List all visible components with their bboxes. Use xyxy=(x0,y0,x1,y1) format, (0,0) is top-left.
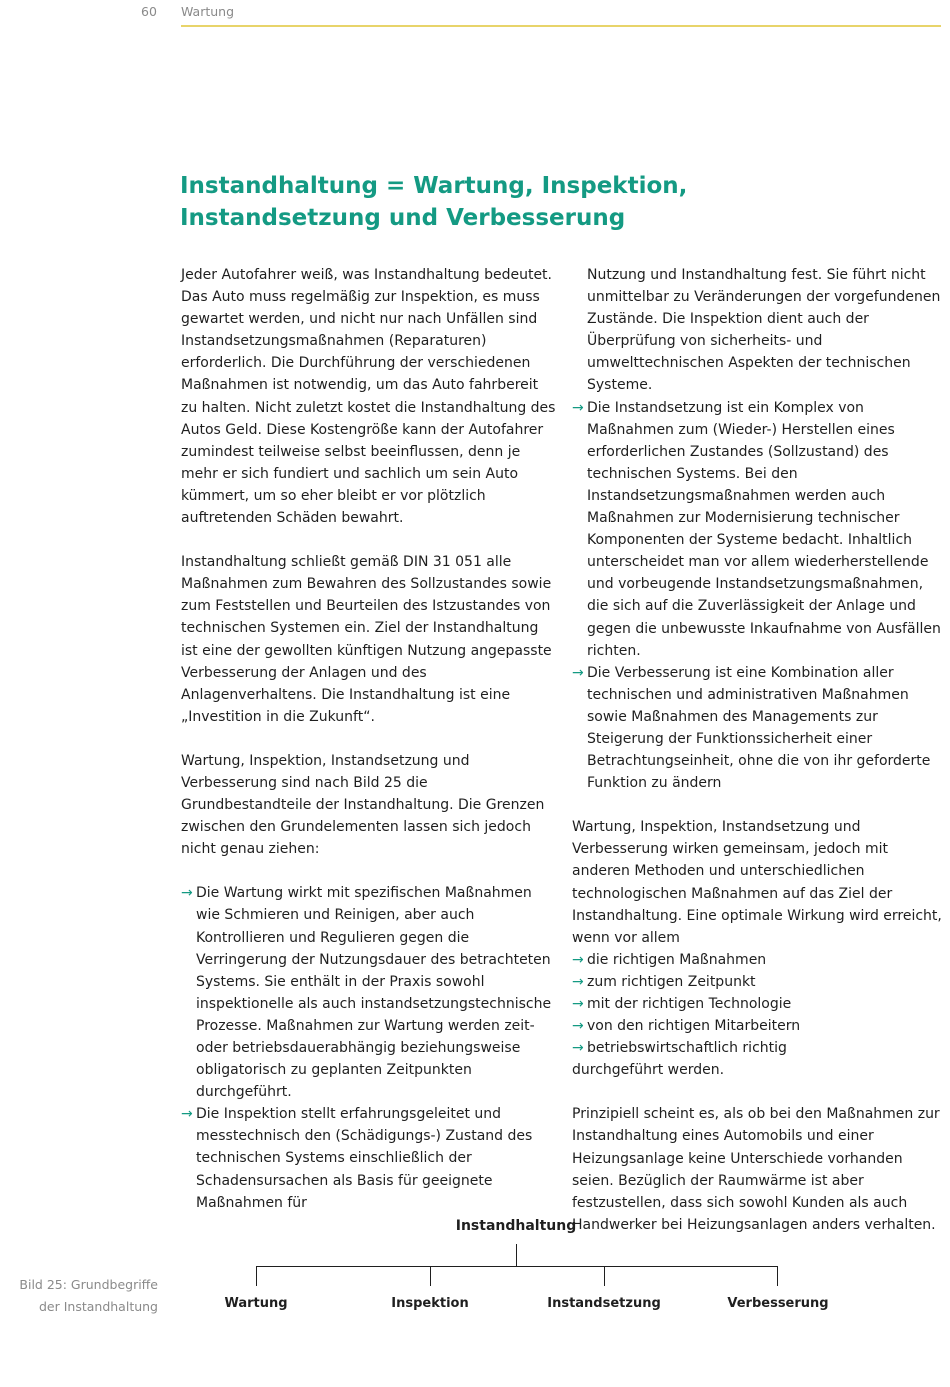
connector-root xyxy=(516,1244,517,1266)
caption-line-1: Bild 25: Grundbegriffe xyxy=(19,1277,158,1292)
arrow-right-icon: → xyxy=(572,1018,584,1035)
page-title xyxy=(180,170,800,234)
left-column xyxy=(181,264,556,1236)
node-inspektion: Inspektion xyxy=(391,1296,469,1311)
title-line-2: Instandsetzung und Verbesserung xyxy=(180,205,626,231)
node-instandhaltung: Instandhaltung xyxy=(455,1218,577,1234)
list-item-text: Die Verbesserung ist eine Kombination aller technischen und administrativen Maßnahmen sowie Maßnahmen des Managements zur Steigerung der Funktionssicherheit einer Betrachtungseinheit, ohne die von ihr geforderte Funktion zu ändern xyxy=(587,664,931,792)
paragraph-din: Instandhaltung schließt gemäß DIN 31 051 alle Maßnahmen zum Bewahren des Sollzustandes sowie zum Feststellen und Beurteilen des Istzustandes von technischen Systemen ein. Ziel der Instandhaltung ist eine der gewollten künftigen Nutzung angepasste Verbesserung der Anlagen und des Anlagenverhaltens. Die Instandhaltung ist eine „Investition in die Zukunft“. xyxy=(181,554,552,725)
page-number: 60 xyxy=(141,4,157,19)
definition-list xyxy=(181,882,556,1213)
list-item-text: Die Instandsetzung ist ein Komplex von Maßnahmen zum (Wieder-) Herstellen eines erforderlichen Zustandes (Sollzustand) des technischen Systems. Bei den Instandsetzungsmaßnahmen werden auch Maßnahmen zur Modernisierung technischer Komponenten der Systeme bedacht. Inhaltlich unterscheidet man vor allem wiederherstellende und vorbeugende Instandsetzungsmaßnahmen, die sich auf die Zuverlässigkeit der Anlage und gegen die unbewusste Inkaufnahme von Ausfällen richten. xyxy=(587,399,941,659)
arrow-right-icon: → xyxy=(572,973,584,990)
node-instandsetzung: Instandsetzung xyxy=(547,1296,661,1311)
paragraph-grundbestandteile: Wartung, Inspektion, Instandsetzung und Verbesserung sind nach Bild 25 die Grundbestandteile der Instandhaltung. Die Grenzen zwischen den Grundelementen lassen sich jedoch nicht genau ziehen: xyxy=(181,752,545,858)
paragraph-durchgefuehrt: durchgeführt werden. xyxy=(572,1062,725,1079)
list-item-instandsetzung xyxy=(572,397,944,662)
criteria-list xyxy=(572,949,944,1059)
list-item xyxy=(572,993,944,1015)
figure-caption xyxy=(10,1274,158,1318)
list-item xyxy=(572,1015,944,1037)
list-item-text: Die Inspektion stellt erfahrungsgeleitet und messtechnisch den (Schädigungs-) Zustand des technischen Systems einschließlich der Schadensursachen als Basis für geeignete Maßnahmen für xyxy=(196,1106,533,1211)
connector-wartung xyxy=(256,1266,257,1286)
arrow-right-icon: → xyxy=(572,1040,584,1057)
definition-list-continued xyxy=(572,397,944,795)
list-item-wartung xyxy=(181,882,556,1103)
paragraph-gemeinsam: Wartung, Inspektion, Instandsetzung und Verbesserung wirken gemeinsam, jedoch mit anderen Methoden und unterschiedlichen technologischen Maßnahmen auf das Ziel der Instandhaltung. Eine optimale Wirkung wird erreicht, wenn vor allem xyxy=(572,819,942,946)
connector-verbesserung xyxy=(777,1266,778,1286)
header-rule xyxy=(181,25,941,27)
arrow-right-icon: → xyxy=(181,885,193,902)
paragraph-autofahrer: Jeder Autofahrer weiß, was Instandhaltung bedeutet. Das Auto muss regelmäßig zur Inspektion, es muss gewartet werden, und nicht nur nach Unfällen sind Instandsetzungsmaßnahmen (Reparaturen) erforderlich. Die Durchführung der verschiedenen Maßnahmen ist notwendig, um das Auto fahrbereit zu halten. Nicht zuletzt kostet die Instandhaltung des Autos Geld. Diese Kostengröße kann der Autofahrer zumindest teilweise selbst beeinflussen, denn je mehr er sich fundiert und sachlich um sein Auto kümmert, um so eher bleibt er vor plötzlich auftretenden Schäden bewahrt. xyxy=(181,267,556,527)
node-wartung: Wartung xyxy=(224,1296,288,1311)
node-verbesserung: Verbesserung xyxy=(727,1296,829,1311)
arrow-right-icon: → xyxy=(572,664,584,681)
list-item xyxy=(572,971,944,993)
arrow-right-icon: → xyxy=(181,1106,193,1123)
list-item-text: mit der richtigen Technologie xyxy=(587,996,792,1012)
running-title: Wartung xyxy=(181,4,235,19)
title-line-1: Instandhaltung = Wartung, Inspektion, xyxy=(180,173,688,199)
list-item-text: Die Wartung wirkt mit spezifischen Maßnahmen wie Schmieren und Reinigen, aber auch Kontrollieren und Regulieren gegen die Verringerung der Nutzungsdauer des betrachteten Systems. Sie enthält in der Praxis sowohl inspektionelle als auch instandsetzungstechnische Prozesse. Maßnahmen zur Wartung werden zeit- oder betriebsdauerabhängig beziehungsweise obligatorisch zu geplanten Zeitpunkten durchgeführt. xyxy=(196,885,552,1101)
right-column xyxy=(572,264,944,1258)
paragraph-prinzipiell: Prinzipiell scheint es, als ob bei den Maßnahmen zur Instandhaltung eines Automobils und einer Heizungsanlage keine Unterschiede vorhanden seien. Bezüglich der Raumwärme ist aber festzustellen, dass sich sowohl Kunden als auch Handwerker bei Heizungsanlagen anders verhalten. xyxy=(572,1106,940,1233)
connector-instandsetzung xyxy=(604,1266,605,1286)
list-item-verbesserung xyxy=(572,662,944,795)
caption-line-2: der Instandhaltung xyxy=(38,1299,158,1314)
arrow-right-icon: → xyxy=(572,951,584,968)
connector-inspektion xyxy=(430,1266,431,1286)
arrow-right-icon: → xyxy=(572,996,584,1012)
list-item xyxy=(572,1037,944,1059)
list-item-inspektion-continued: Nutzung und Instandhaltung fest. Sie führt nicht unmittelbar zu Veränderungen der vorgefundenen Zustände. Die Inspektion dient auch der Überprüfung von sicherheits- und umwelttechnischen Aspekten der technischen Systeme. xyxy=(587,267,941,394)
list-item-text: die richtigen Maßnahmen xyxy=(587,951,767,968)
connector-horizontal xyxy=(256,1266,778,1267)
list-item-text: zum richtigen Zeitpunkt xyxy=(587,973,756,990)
arrow-right-icon: → xyxy=(572,399,584,416)
list-item-inspektion xyxy=(181,1103,556,1213)
list-item-text: von den richtigen Mitarbeitern xyxy=(587,1018,801,1035)
list-item-text: betriebswirtschaftlich richtig xyxy=(587,1040,787,1057)
list-item xyxy=(572,949,944,971)
